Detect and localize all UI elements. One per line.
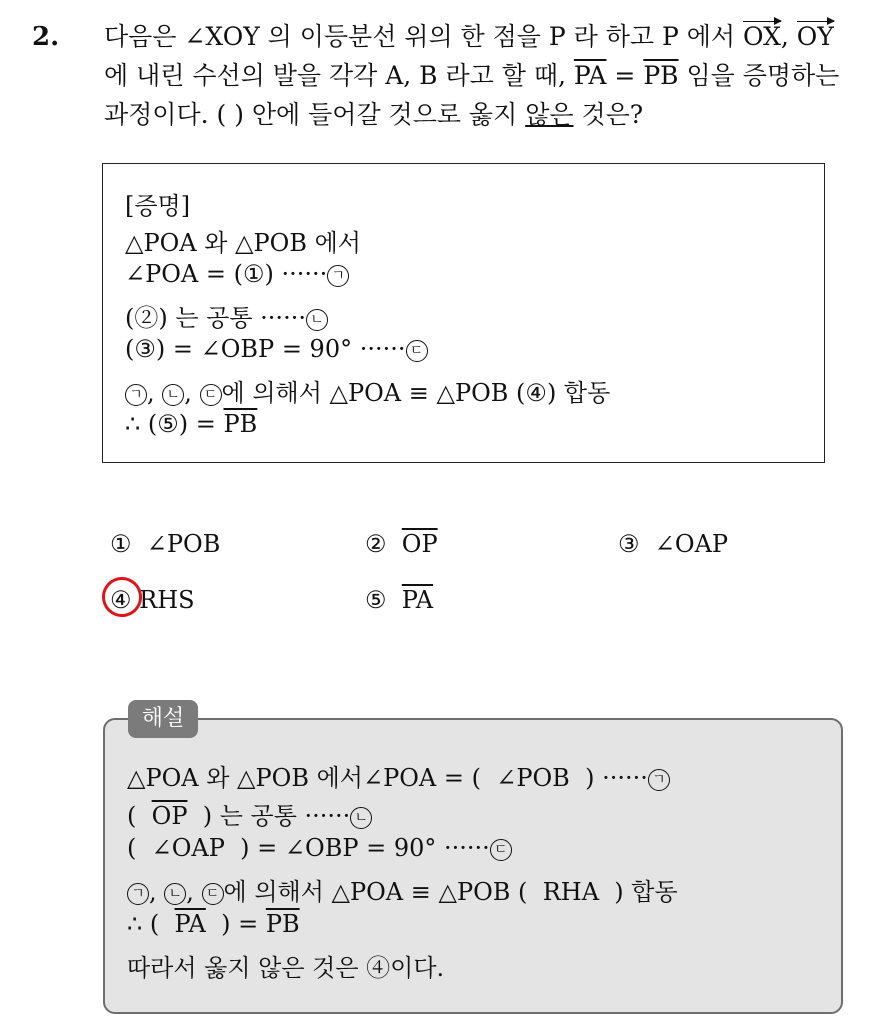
explanation-line-1: △POA 와 △POB 에서∠POA = ( ∠POB ) ······ ㄱ xyxy=(127,758,670,793)
proof-line-5: ㄱ , ㄴ , ㄷ 에 의해서 △POA ≡ △POB (④) 합동 xyxy=(125,373,610,408)
proof-title: [증명] xyxy=(125,192,191,220)
circled-digeut: ㄷ xyxy=(406,340,428,362)
explanation-line-4: ㄱ , ㄴ , ㄷ 에 의해서 △POA ≡ △POB ( RHA ) 합동 xyxy=(127,872,678,907)
circled-nieun: ㄴ xyxy=(306,309,328,331)
explanation-line-3: ( ∠OAP ) = ∠OBP = 90° ······ ㄷ xyxy=(127,834,512,862)
proof-line-6: ∴ (⑤) = $\overline{PB}$ xyxy=(125,410,258,438)
choice-1[interactable]: ① ∠POB xyxy=(110,530,221,558)
segment-pa: $\overline{PA}$ xyxy=(573,61,607,90)
ray-oy: OY xyxy=(797,20,834,54)
choice-2[interactable]: ② $\overline{OP}$ xyxy=(365,530,438,558)
proof-line-3: (②) 는 공통 ······ ㄴ xyxy=(125,298,328,333)
question-number: 2. xyxy=(32,22,60,52)
explanation-line-6: 따라서 옳지 않은 것은 ④이다. xyxy=(127,954,445,982)
underlined-word: 않은 xyxy=(525,100,574,129)
question-line-1: 다음은 ∠XOY 의 이등분선 위의 한 점을 P 라 하고 P 에서 OX, OY xyxy=(104,20,834,54)
proof-box xyxy=(102,163,825,463)
proof-line-4: (③) = ∠OBP = 90° ······ ㄷ xyxy=(125,335,428,363)
choice-4[interactable]: ④ RHS xyxy=(110,586,195,614)
segment-pb: $\overline{PB}$ xyxy=(643,61,679,90)
choice-5[interactable]: ⑤ $\overline{PA}$ xyxy=(365,586,434,614)
circled-giyeok: ㄱ xyxy=(327,265,349,287)
explanation-tab: 해설 xyxy=(128,700,198,738)
proof-line-2: ∠POA = (①) ······ ㄱ xyxy=(125,260,349,288)
question-line-3: 과정이다. ( ) 안에 들어갈 것으로 옳지 않은 것은? xyxy=(104,100,644,129)
explanation-line-5: ∴ ( $\overline{PA}$ ) = $\overline{PB}$ xyxy=(127,910,300,938)
proof-line-1: △POA 와 △POB 에서 xyxy=(125,229,361,257)
explanation-line-2: ( $\overline{OP}$ ) 는 공통 ······ ㄴ xyxy=(127,796,372,831)
question-line-2: 에 내린 수선의 발을 각각 A, B 라고 할 때, $\overline{PA} = \overline{PB}$ 임을 증명하는 xyxy=(104,61,840,90)
ray-ox: OX xyxy=(743,20,781,54)
explanation-box xyxy=(103,718,843,1014)
choice-3[interactable]: ③ ∠OAP xyxy=(618,530,729,558)
